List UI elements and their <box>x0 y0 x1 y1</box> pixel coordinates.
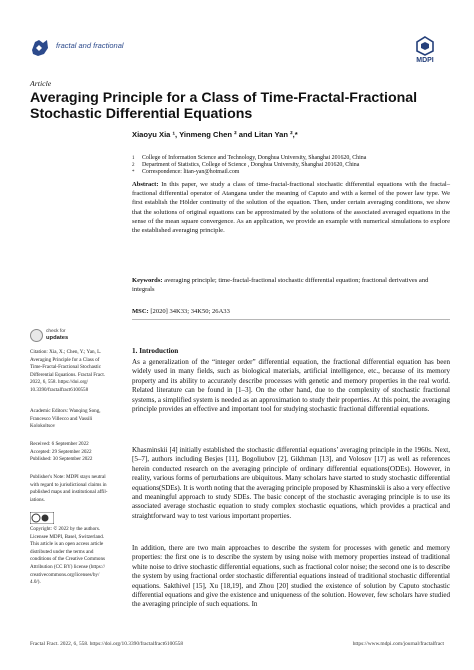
msc-label: MSC: <box>132 308 149 315</box>
footer-journal-link[interactable]: https://www.mdpi.com/journal/fractalfract <box>352 641 444 647</box>
journal-logo-icon <box>30 36 50 58</box>
check-for-updates-button[interactable] <box>30 329 78 345</box>
publication-dates: Received: 6 September 2022 Accepted: 29 September 2022 Published: 30 September 2022 <box>30 441 93 463</box>
citation-block: Citation: Xia, X.; Chen, Y.; Yan, L. Averaging Principle for a Class of Time-Fractal-Fractional Stochastic Differential Equations. Fractal Fract. 2022, 6, 558. https://doi.org/ 10.3390/fractalfract6100558 <box>30 349 106 393</box>
intro-paragraph-2: Khasminskii [4] initially established the stochastic differential equations’ averaging principle in the 1960s. Next, [5–7], authors including Besjes [11], Bogoliubov [2], Gikhman [13], and Volosov [17] as well as references herein conducted research on the averaging principle of ordinary differential equations(ODEs). However, in reality, various forms of perturbations are ubiquitous. Many scholars have started to study stochastic differential equations(SDEs). It is worth noting that the averaging principle proposed by Khasminskii is also a very effective and meaningful approach to study SDEs. The basic concept of the stochastic averaging principle is to use its associated average stochastic equation to study complex stochastic equations, which provides a practical and straightforward way to test various important properties. <box>132 446 450 520</box>
abstract-label: Abstract: <box>132 181 159 188</box>
mdpi-logo[interactable] <box>406 36 444 64</box>
mdpi-logo-text: MDPI <box>416 57 434 64</box>
check-for-updates-line2: updates <box>46 335 69 341</box>
update-check-icon <box>30 329 43 342</box>
cc-by-license-icon[interactable] <box>30 511 54 523</box>
keywords-label: Keywords: <box>132 277 163 284</box>
section-heading: 1. Introduction <box>132 347 179 355</box>
intro-paragraph-3: In addition, there are two main approaches to describe the system for processes with genetic and memory properties: the first one is to describe the system by using noise with memory properties instead of traditional white noise to drive stochastic differential equations, such as fractional color noise; the second one is to describe the system by using fractional order stochastic differential equations instead of traditional stochastic differential equations. Sakthivel [15], Xu [18,19], and Zhou [20] studied the existence of solution by Caputo stochastic differential equations and give the existence and uniqueness of the solution. However, few scholars have studied the averaging principle of such equations. In <box>132 544 450 609</box>
author-list[interactable]: Xiaoyu Xia ¹, Yinmeng Chen ² and Litan Yan ²,* <box>132 130 298 139</box>
page-title: Averaging Principle for a Class of Time-Fractal-Fractional Stochastic Differential Equations <box>30 90 418 122</box>
article-type: Article <box>30 79 52 88</box>
divider <box>132 319 450 320</box>
copyright-block: Copyright: © 2022 by the authors. Licensee MDPI, Basel, Switzerland. This article is an open access article distributed under the terms and conditions of the Creative Commons Attribution (CC BY) license (https:// creativecommons.org/licenses/by/ 4.0/). <box>30 526 105 586</box>
footer-citation[interactable]: Fractal Fract. 2022, 6, 558. https://doi.org/10.3390/fractalfract6100558 <box>30 641 184 647</box>
msc-text: [2020] 34K33; 34K50; 26A33 <box>150 308 230 315</box>
intro-paragraph-1: As a generalization of the “integer order” differential equation, the fractional differential equation has been widely used in many fields, such as biological materials, artificial intelligence, etc., because of its memory property and its ability to accurately describe processes with genetic and memory properties in the real world. Related literature can be found in [1–3]. On the other hand, due to the complexity of stochastic fractional systems, a simplified system is needed as an approximation to study their properties. At this point, the averaging principle provides an effective and important tool for studying stochastic fractional differential equations. <box>132 358 450 414</box>
academic-editors: Academic Editors: Wanqing Song, Francesco Villecco and Vassili Kolokoltsov <box>30 408 101 430</box>
abstract <box>132 180 450 235</box>
keywords-text: averaging principle; time-fractal-fractional stochastic differential equation; fractional derivatives and integrals <box>132 277 429 294</box>
page-footer <box>30 641 444 647</box>
journal-name[interactable]: fractal and fractional <box>56 41 124 50</box>
abstract-text: In this paper, we study a class of time-fractal-fractional stochastic differential equations with the fractal–fractional differential operator of Atangana under the meaning of Caputo and with a kernel of the power law type. We first establish the Hölder continuity of the solution of the equation. Then, under certain averaging conditions, we show that the solutions of original equations can be approximated by the solutions of the associated averaged equations in the sense of the mean square convergence. As an application, we provide an example with numerical simulations to explore the established averaging principle. <box>132 181 451 235</box>
keywords <box>132 276 450 294</box>
check-for-updates-line1: check for <box>46 329 66 334</box>
msc-codes <box>132 308 230 315</box>
publisher-note: Publisher's Note: MDPI stays neutral with regard to jurisdictional claims in published maps and institutional affil- iations. <box>30 474 108 503</box>
